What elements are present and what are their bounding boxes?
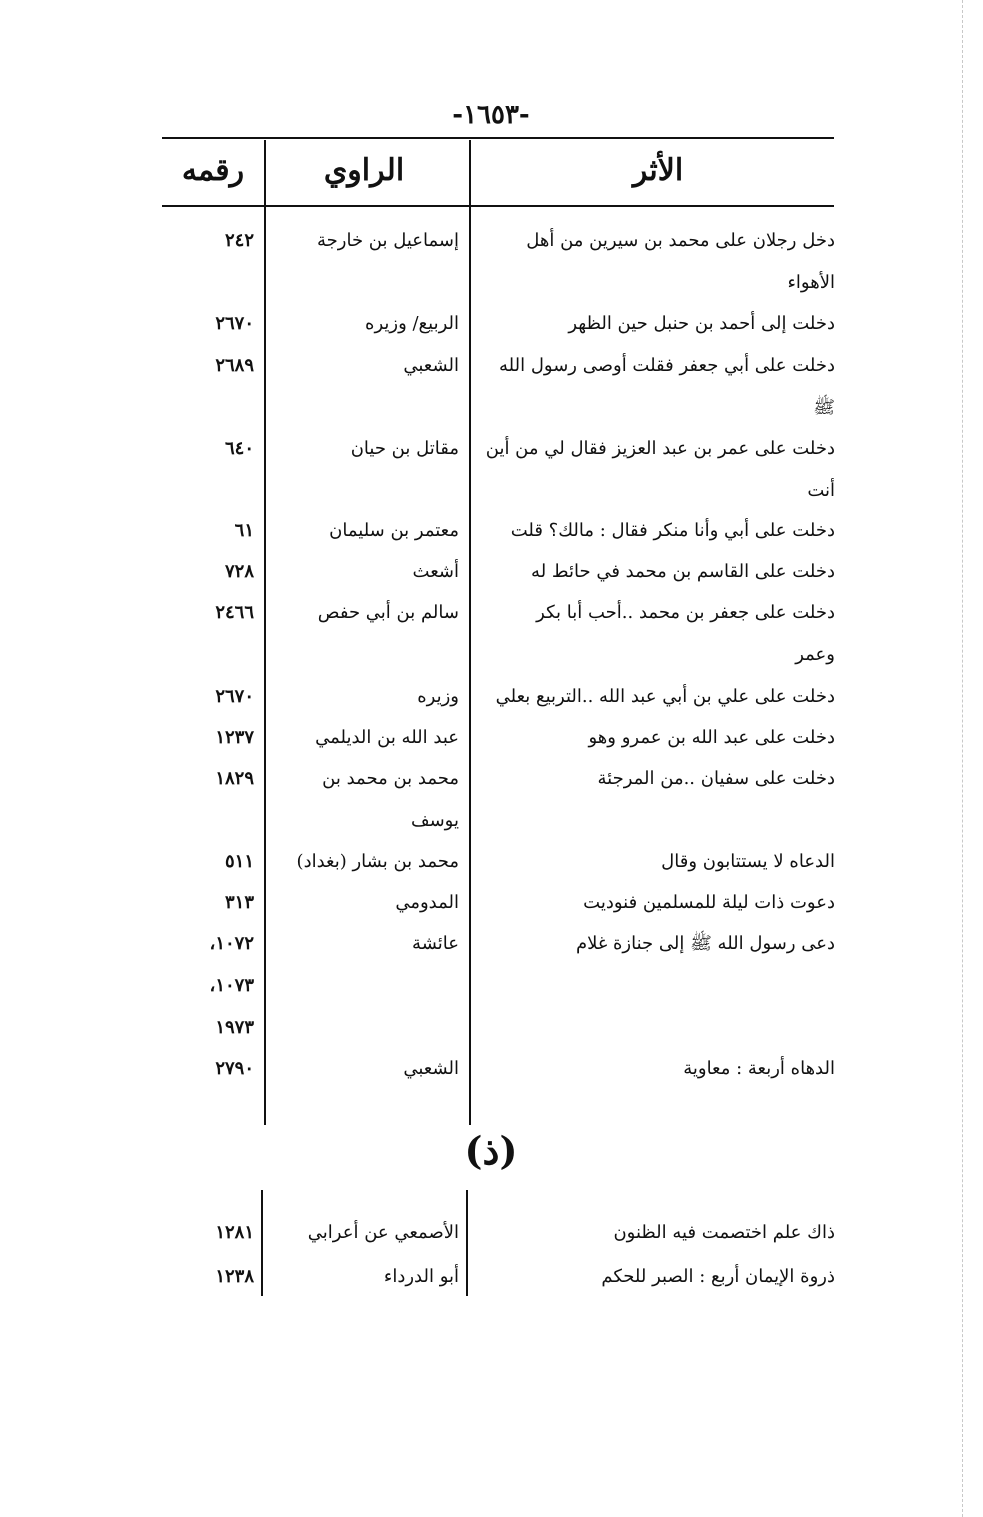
athar-text: دخل رجلان على محمد بن سيرين من أهل	[526, 230, 835, 251]
entry-number: ١٠٧٢،	[209, 933, 254, 954]
column-divider-athar	[469, 140, 471, 1125]
athar-text: دخلت على سفيان ..من المرجئة	[597, 768, 835, 789]
entry-number: ٦٤٠	[224, 438, 254, 459]
rawi-name: الربيع/ وزيره	[365, 313, 459, 334]
entry-number: ١٢٣٨	[215, 1266, 254, 1287]
header-raqm: رقمه	[181, 153, 245, 188]
rawi-name: الشعبي	[403, 1058, 459, 1079]
rawi-name: يوسف	[410, 810, 459, 831]
entry-number: ٥١١	[224, 851, 254, 872]
rawi-name: محمد بن محمد بن	[322, 768, 459, 789]
table-top-rule	[162, 137, 834, 139]
entry-number: ١٩٧٣	[215, 1017, 254, 1038]
page-number: -١٦٥٣-	[452, 100, 530, 130]
entry-number: ٢٤٦٦	[215, 602, 254, 623]
athar-text: دخلت على أبي جعفر فقلت أوصى رسول الله	[499, 355, 835, 376]
rawi-name: إسماعيل بن خارجة	[316, 230, 459, 251]
rawi-name: وزيره	[417, 686, 459, 707]
rawi-name: أشعث	[412, 561, 459, 582]
athar-text: دخلت على عمر بن عبد العزيز فقال لي من أين	[485, 438, 835, 459]
athar-text: دعى رسول الله ﷺ إلى جنازة غلام	[575, 933, 835, 954]
athar-text: ذاك علم اختصمت فيه الظنون	[613, 1222, 835, 1243]
athar-text: الأهواء	[787, 272, 835, 293]
entry-number: ٦١	[234, 520, 254, 541]
athar-text: دخلت على جعفر بن محمد ..أحب أبا بكر	[536, 602, 835, 623]
entry-number: ٣١٣	[224, 892, 254, 913]
scan-edge-line	[962, 0, 963, 1517]
section-letter-dhal: (ذ)	[464, 1128, 518, 1173]
entry-number: ١٢٨١	[215, 1222, 254, 1243]
athar-text: دخلت على أبي وأنا منكر فقال : مالك؟ قلت	[510, 520, 835, 541]
athar-text: أنت	[807, 480, 835, 501]
header-athar: الأثر	[632, 153, 684, 188]
rawi-name: محمد بن بشار (بغداد)	[296, 851, 459, 872]
entry-number: ٢٦٧٠	[215, 313, 254, 334]
rawi-name: أبو الدرداء	[383, 1266, 459, 1287]
rawi-name: معتمر بن سليمان	[329, 520, 459, 541]
column-divider-athar-2	[466, 1190, 468, 1296]
athar-text: وعمر	[795, 644, 835, 665]
athar-text: ذروة الإيمان أربع : الصبر للحكم	[601, 1266, 835, 1287]
rawi-name: عائشة	[412, 933, 459, 954]
entry-number: ٢٤٢	[224, 230, 254, 251]
rawi-name: عبد الله بن الديلمي	[315, 727, 459, 748]
rawi-name: سالم بن أبي حفص	[317, 602, 459, 623]
entry-number: ٢٦٨٩	[215, 355, 254, 376]
rawi-name: الشعبي	[403, 355, 459, 376]
rawi-name: المدومي	[395, 892, 459, 913]
entry-number: ١٠٧٣،	[209, 975, 254, 996]
entry-number: ٢٦٧٠	[215, 686, 254, 707]
athar-text: ﷺ	[813, 397, 835, 418]
athar-text: الدهاه أربعة : معاوية	[683, 1058, 835, 1079]
athar-text: دخلت على علي بن أبي عبد الله ..التربيع بعلي	[495, 686, 835, 707]
header-rawi: الراوي	[323, 153, 405, 188]
athar-text: الدعاه لا يستتابون وقال	[661, 851, 835, 872]
header-bottom-rule	[162, 205, 834, 207]
entry-number: ٧٢٨	[224, 561, 254, 582]
rawi-name: الأصمعي عن أعرابي	[307, 1222, 459, 1243]
entry-number: ١٢٣٧	[215, 727, 254, 748]
entry-number: ٢٧٩٠	[215, 1058, 254, 1079]
entry-number: ١٨٢٩	[215, 768, 254, 789]
athar-text: دخلت على القاسم بن محمد في حائط له	[531, 561, 835, 582]
athar-text: دخلت على عبد الله بن عمرو وهو	[588, 727, 835, 748]
rawi-name: مقاتل بن حيان	[350, 438, 459, 459]
athar-text: دعوت ذات ليلة للمسلمين فنوديت	[583, 892, 835, 913]
athar-text: دخلت إلى أحمد بن حنبل حين الظهر	[568, 313, 835, 334]
